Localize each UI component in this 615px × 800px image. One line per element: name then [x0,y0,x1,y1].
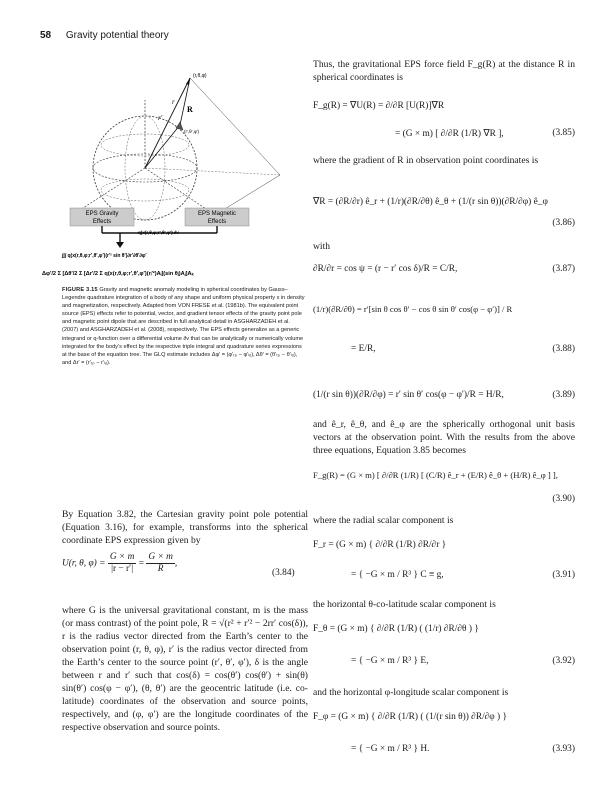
equation-3-84 [62,552,177,575]
eq387: ∂R/∂r = cos ψ = (r − r′ cos δ)/R = C/R, [313,264,458,274]
eq384-den2: R [157,564,164,574]
eq384-num2: G × m [148,552,173,562]
eq392-line-a: F_θ = (G × m) { ∂/∂R (1/R) ( (1/r) ∂R/∂θ ) } [313,624,479,634]
caption-label: FIGURE 3.15 [62,287,98,293]
eq384-num: G × m [109,552,135,562]
eq393-number: (3.93) [552,744,575,754]
eq384-number: (3.84) [272,568,295,578]
eq386-number: (3.86) [552,218,575,228]
left-para-1: By Equation 3.82, the Cartesian gravity point pole potential (Equation 3.16), for example, transforms into the spherical coordinate EPS expression given by [62,509,308,546]
label-point: (r,θ,φ) [193,73,207,79]
running-title: Gravity potential theory [65,30,169,41]
right-para-3: and ê_r, ê_θ, and ê_φ are the spherically orthogonal unit basis vectors at the observation point. With the results from the above three equations, Equation 3.85 becomes [313,419,575,456]
eq386: ∇R = (∂R/∂r) ê_r + (1/r)(∂R/∂θ) ê_θ + (1/(r sin θ))(∂R/∂φ) ê_φ [313,197,548,207]
eq389: (1/(r sin θ))(∂R/∂φ) = r′ sin θ′ cos(φ − φ′)/R = H/R, [313,390,504,400]
eq387-number: (3.87) [552,264,575,274]
figure-caption [62,286,307,367]
earth-sphere-diagram [80,78,280,220]
eps-gravity-label-2: Effects [92,219,112,225]
right-para-4: where the radial scalar component is [313,515,454,526]
figure-3-15 [40,60,305,285]
right-para-2: where the gradient of R in observation point coordinates is [313,155,539,166]
left-para-2: where G is the universal gravitational constant, m is the mass (or mass contrast) of the point pole, R = √(r² + r′² − 2rr′ cos(δ)), r is the radius vector directed from the Earth’s center to the observation point (r, θ, φ), r′ is the radius vector directed from the Earth’s center to the source point (r′, θ′, φ′), δ is the angle between r and r′ such that cos(δ) = cos(θ′) cos(θ′) + sin(θ) sin(θ′) cos(φ − φ′), (θ, θ′) are the geocentric latitude (i.e. co-latitude) coordinates of the observation and source points, respectively, and (φ, φ′) are the longitude coordinates of the respective observation and source points. [62,605,308,733]
running-header [40,30,169,41]
eq384-lhs: U(r, θ, φ) = [62,558,106,569]
eq388-line-a: (1/r)(∂R/∂θ) = r′[sin θ cos θ′ − cos θ sin θ′ cos(φ − φ′)] / R [313,304,513,314]
eq391-number: (3.91) [552,570,575,580]
label-R: R [187,105,193,114]
with-text: with [313,241,331,252]
eq384-tail: , [174,558,178,569]
eq390: F_g(R) = (G × m) [ ∂/∂R (1/R) [ (C/R) ê_r + (E/R) ê_θ + (H/R) ê_φ ] ], [313,470,558,480]
eq384-eq: = [138,558,145,569]
eq393-line-a: F_φ = (G × m) { ∂/∂R (1/R) ( (1/(r sin θ)) ∂R/∂φ ) } [313,712,508,722]
eps-magnetic-label-2: Effects [207,219,227,225]
eps-gravity-label-1: EPS Gravity [85,211,119,217]
right-para-1: Thus, the gravitational EPS force field F_g(R) at the distance R in spherical coordinates is [313,59,575,83]
eps-magnetic-label-1: EPS Magnetic [197,211,237,217]
eq385-number: (3.85) [552,128,575,138]
eq388-number: (3.88) [552,344,575,354]
eq388-line-b: = E/R, [351,344,376,354]
integral-line: q(x(r,θ,φ;r′,θ′,φ′) ∂v [138,230,179,235]
eq393-line-b: = { −G × m / R³ } H. [351,744,430,754]
triple-integral: ∫∫∫ q(x(r,θ,φ;r′,θ′,φ′)(r′² sin θ′)∂r′∂θ′∂φ′ [62,253,147,259]
label-r: r [172,98,175,106]
caption-text: Gravity and magnetic anomaly modeling in spherical coordinates by Gauss–Legendre quadrature integration of a body of any shape and uniform physical property x in density and magnetization, respectively. Adapted from VON FRESE et al. (1981b). The equivalent point source (EPS) effects refer to potential, vector, and gradient tensor effects of the gravity point pole and magnetic point dipole that are described in full analytical detail in ASGHARZADEH et al. (2007) and ASGHARZADEH et al. (2008), respectively. The EPS effects generalize as a generic integrand or q-function over a differential volume ∂v that can be analytically or numerically volume integrated for the body’s effect by the respective triple integral and quadrature series expressions at the base of the equation tree. The GLQ estimate includes Δφ′ = (φ′ₜₚ − φ′ₗₒ), Δθ′ = (θ′ₜₚ − θ′ₗₒ), and Δr′ = (r′ₜₚ − r′ₗₒ). [62,287,305,366]
eq391-line-b: = { −G × m / R³ } C ≡ g, [351,570,444,580]
eq385-line-b: = (G × m) [ ∂/∂R (1/R) ∇R ], [395,129,504,139]
glq-sum: Δφ′/2 Σ [Δθ′/2 Σ [Δr′/2 Σ q(x(r,θ,φ;r′,θ′,φ′)(rᵢ′²)Aᵢ](sin θⱼ)Aⱼ]Aₖ [42,271,194,277]
eq390-number: (3.90) [552,494,575,504]
eq389-number: (3.89) [552,390,575,400]
eq392-line-b: = { −G × m / R³ } E, [351,656,429,666]
eq385-line-a: F_g(R) = ∇U(R) = ∂/∂R [U(R)]∇R [313,101,445,111]
eq391-line-a: F_r = (G × m) { ∂/∂R (1/R) ∂R/∂r } [313,540,447,550]
right-para-5: the horizontal θ-co-latitude scalar component is [313,599,496,610]
right-para-6: and the horizontal φ-longitude scalar component is [313,687,509,698]
page-number: 58 [40,30,52,41]
label-rprime: r′ [158,114,163,122]
label-source: (r′,θ′,φ′) [184,129,199,134]
eq392-number: (3.92) [552,656,575,666]
eq384-den: |r − r′| [111,564,134,574]
